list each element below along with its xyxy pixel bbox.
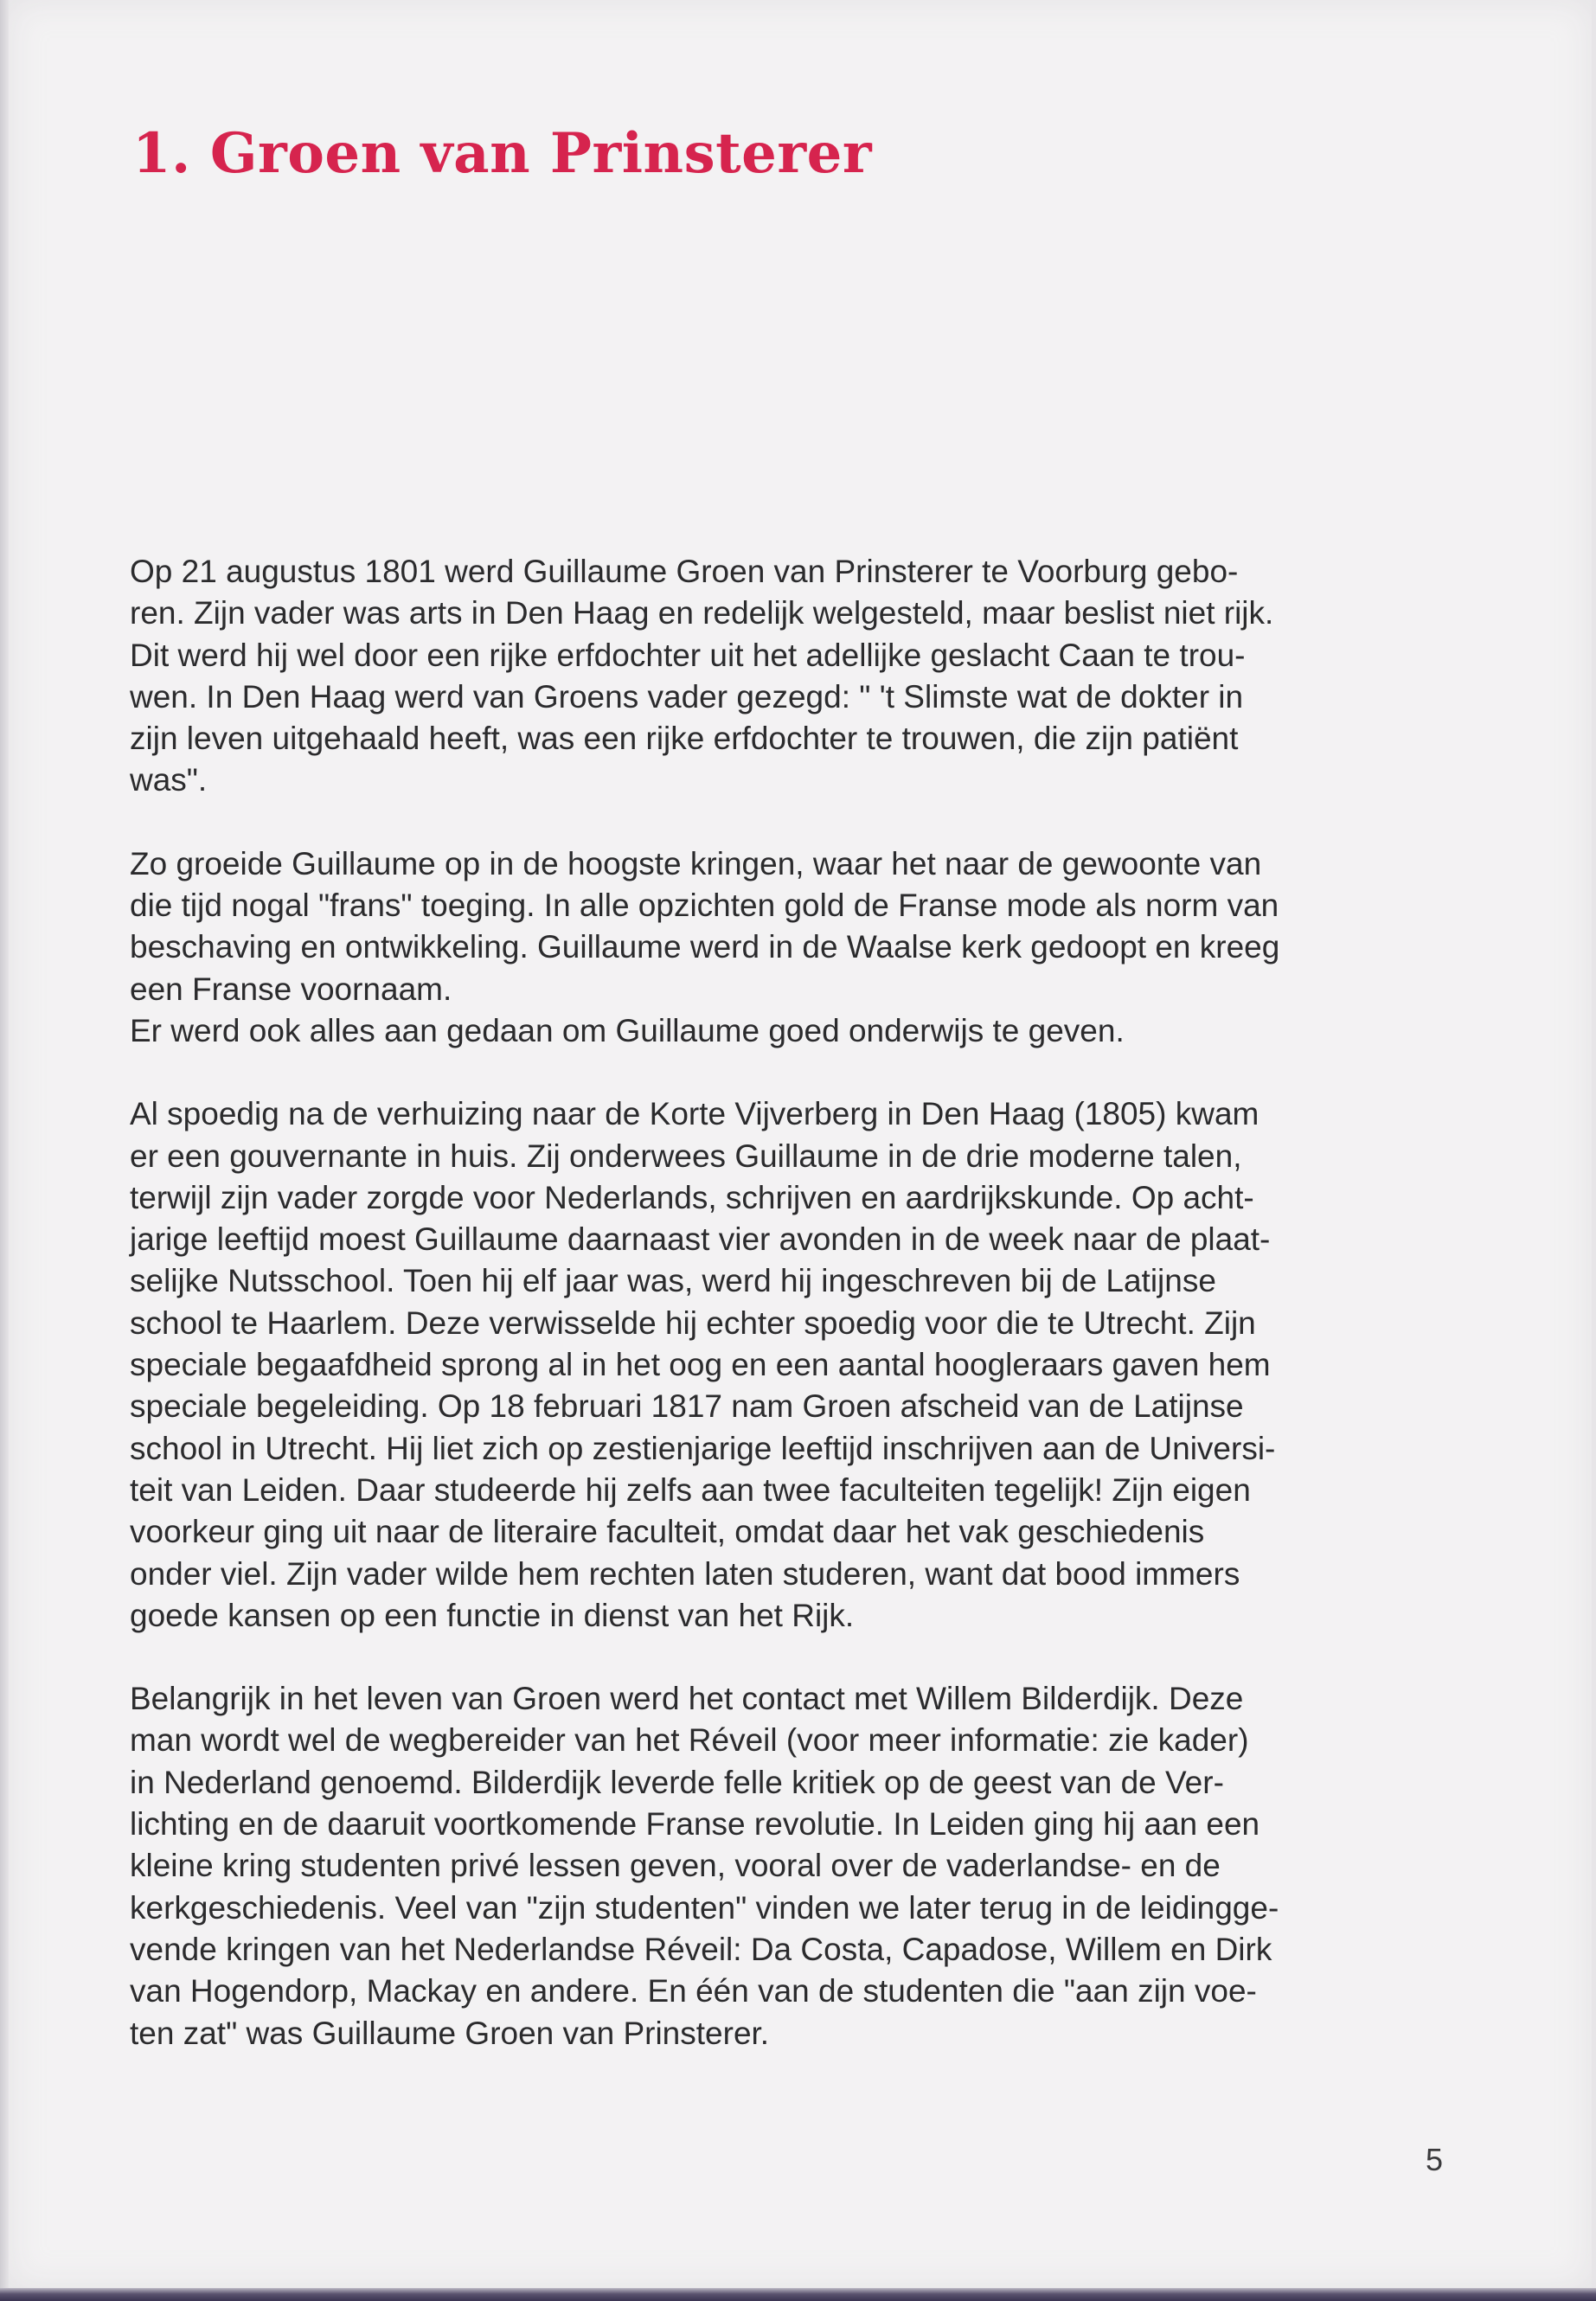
paragraph-upbringing: [130, 843, 1453, 1052]
text-line: school te Haarlem. Deze verwisselde hij echter spoedig voor die te Utrecht. Zijn: [130, 1304, 1256, 1341]
text-line: die tijd nogal "frans" toeging. In alle opzichten gold de Franse mode als norm van: [130, 888, 1279, 924]
text-line: voorkeur ging uit naar de literaire faculteit, omdat daar het vak geschiedenis: [130, 1514, 1205, 1550]
text-line: terwijl zijn vader zorgde voor Nederlands, schrijven en aardrijkskunde. Op acht-: [130, 1179, 1254, 1215]
text-line: ren. Zijn vader was arts in Den Haag en redelijk welgesteld, maar beslist niet rijk.: [130, 595, 1274, 631]
text-line: ten zat" was Guillaume Groen van Prinsterer.: [130, 2015, 770, 2051]
paragraph-bilderdijk: [130, 1678, 1453, 2054]
text-line: Belangrijk in het leven van Groen werd het contact met Willem Bilderdijk. Deze: [130, 1681, 1244, 1717]
text-line: selijke Nutsschool. Toen hij elf jaar was, werd hij ingeschreven bij de Latijnse: [130, 1263, 1216, 1299]
page-number: 5: [1426, 2142, 1444, 2177]
chapter-title-text: Groen van Prinsterer: [209, 121, 873, 186]
text-line: van Hogendorp, Mackay en andere. En één van de studenten die "aan zijn voe-: [130, 1973, 1257, 2009]
text-line: kerkgeschiedenis. Veel van "zijn studenten" vinden we later terug in de leidingge-: [130, 1889, 1279, 1926]
text-line: er een gouvernante in huis. Zij onderwees Guillaume in de drie moderne talen,: [130, 1138, 1242, 1174]
text-line: in Nederland genoemd. Bilderdijk leverde felle kritiek op de geest van de Ver-: [130, 1764, 1224, 1800]
text-line: wen. In Den Haag werd van Groens vader gezegd: " 't Slimste wat de dokter in: [130, 678, 1244, 715]
text-line: speciale begaafdheid sprong al in het oog en een aantal hoogleraars gaven hem: [130, 1347, 1271, 1383]
text-line: Op 21 augustus 1801 werd Guillaume Groen van Prinsterer te Voorburg gebo-: [130, 554, 1239, 589]
text-line: goede kansen op een functie in dienst van het Rijk.: [130, 1597, 855, 1633]
text-line: Al spoedig na de verhuizing naar de Korte Vijverberg in Den Haag (1805) kwam: [130, 1096, 1259, 1132]
text-line: vende kringen van het Nederlandse Réveil: Da Costa, Capadose, Willem en Dirk: [130, 1931, 1272, 1967]
chapter-title: [132, 121, 872, 186]
text-line: Zo groeide Guillaume op in de hoogste kringen, waar het naar de gewoonte van: [130, 845, 1262, 881]
text-line: zijn leven uitgehaald heeft, was een rijke erfdochter te trouwen, die zijn patiënt: [130, 721, 1239, 757]
paragraph-birth: [130, 551, 1453, 802]
text-line: school in Utrecht. Hij liet zich op zestienjarige leeftijd inschrijven aan de Universi-: [130, 1430, 1276, 1466]
chapter-number: 1.: [132, 121, 191, 186]
text-line: lichting en de daaruit voortkomende Franse revolutie. In Leiden ging hij aan een: [130, 1806, 1260, 1843]
text-line: jarige leeftijd moest Guillaume daarnaast vier avonden in de week naar de plaat-: [130, 1221, 1271, 1258]
text-line: een Franse voornaam.: [130, 971, 452, 1007]
text-line: Er werd ook alles aan gedaan om Guillaume goed onderwijs te geven.: [130, 1012, 1125, 1048]
text-line: kleine kring studenten privé lessen geven, vooral over de vaderlandse- en de: [130, 1848, 1221, 1884]
text-line: beschaving en ontwikkeling. Guillaume werd in de Waalse kerk gedoopt en kreeg: [130, 929, 1280, 965]
page-spine-shadow: [0, 0, 9, 2301]
book-bottom-edge: [0, 2288, 1596, 2301]
book-page: [9, 0, 1592, 2288]
body-text: [130, 551, 1453, 2054]
paragraph-education: [130, 1093, 1453, 1637]
text-line: onder viel. Zijn vader wilde hem rechten laten studeren, want dat bood immers: [130, 1555, 1240, 1592]
text-line: Dit werd hij wel door een rijke erfdochter uit het adellijke geslacht Caan te trou-: [130, 637, 1246, 673]
text-line: teit van Leiden. Daar studeerde hij zelfs aan twee faculteiten tegelijk! Zijn eigen: [130, 1471, 1251, 1508]
text-line: was".: [130, 762, 208, 798]
text-line: speciale begeleiding. Op 18 februari 1817 nam Groen afscheid van de Latijnse: [130, 1388, 1244, 1425]
text-line: man wordt wel de wegbereider van het Réveil (voor meer informatie: zie kader): [130, 1722, 1249, 1759]
